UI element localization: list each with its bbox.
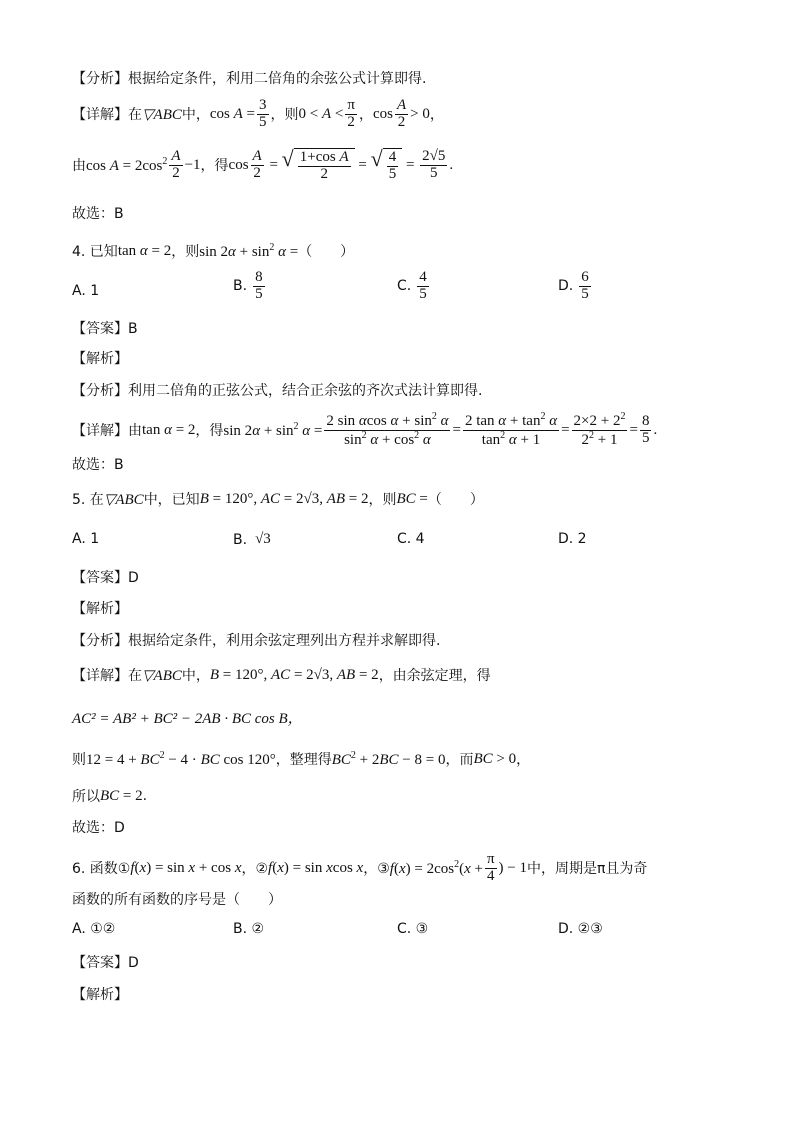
analysis-text: 【分析】根据给定条件，利用二倍角的余弦公式计算即得. — [72, 71, 427, 87]
cosine-law-equation: AC² = AB² + BC² − 2AB · BC cos B， — [72, 711, 303, 727]
detail-5-result: 所以 BC = 2 . — [72, 787, 148, 805]
question-4: 4. 已知 tan α = 2 ，则 $\sin 2\alpha + \sin^2 \alpha$ = （ ） — [72, 241, 355, 260]
question-6-cont: 函数的所有函数的序号是（ ） — [72, 892, 282, 908]
q6-option-d[interactable]: D. ②③ — [558, 921, 603, 937]
analysis-line-1 — [72, 68, 426, 88]
detail-line-2: 由 $\cos A = 2\cos^2$ $\frac{A}{2}$ −1 ，得 cos $\frac{A}{2}$ = √ $\frac{\text{1+cos A}}{2}$ = √ $\frac{4}{5}$ = $\frac{2√5}{5}$ . — [72, 146, 454, 182]
answer-4: 【答案】B — [72, 321, 138, 337]
analysis-4: 【分析】利用二倍角的正弦公式，结合正余弦的齐次式法计算即得. — [72, 383, 483, 399]
answer-6: 【答案】D — [72, 955, 139, 971]
analysis-4-heading: 【解析】 — [72, 351, 128, 367]
analysis-6-heading: 【解析】 — [72, 987, 128, 1003]
q4-option-a[interactable]: A. 1 — [72, 283, 100, 299]
q5-option-d[interactable]: D. 2 — [558, 531, 587, 547]
detail-tag: 【详解】 — [72, 107, 128, 124]
cos-a-expr: cos A = — [209, 105, 256, 122]
answer-5: 【答案】D — [72, 570, 139, 586]
question-6: 6. 函数① f(x) = sin x + cos x ，② f(x) = sin xcos x ，③ $f(x) = 2\cos^2(x$ + $\frac{\pi}{4}$ ) − 1 中，周期是π且为奇 — [72, 851, 648, 884]
analysis-5-heading: 【解析】 — [72, 601, 128, 617]
detail-5-solve: 则 $12 = 4 + BC^2 - 4$ · BC cos 120° ，整理得 $BC^2 + 2BC - 8 = 0$ ，而 BC > 0 ， — [72, 749, 531, 768]
q4-option-d[interactable]: D. $\frac{6}{5}$ — [558, 269, 589, 302]
detail-line-1: 【详解】 在 ▽ABC 中， cos A = $\frac{3}{5}$ ，则 0 < A < $\frac{\pi}{2}$ ， cos $\frac{A}{2}$ > 0 ， — [72, 97, 444, 130]
fraction-a-2: $\frac{A}{2}$ — [396, 97, 407, 130]
fraction-3-5: $\frac{3}{5}$ — [259, 97, 267, 130]
analysis-5: 【分析】根据给定条件，利用余弦定理列出方程并求解即得. — [72, 633, 441, 649]
detail-4: 【详解】 由 tan α = 2 ，得 $\sin 2\alpha + \sin^2 \alpha$ = $\frac{2 \sin \alpha\cos \alpha + \sin^2 \alpha}{\sin^2 \alpha + \cos^2 \alpha}$ = $\frac{2 \tan \alpha + \tan^2 \alpha}{\tan^2 \alpha + 1}$ = $\frac{2\times 2 + 2^2}{2^2 + 1}$ = $\frac{8}{5}$ . — [72, 411, 658, 448]
q5-option-a[interactable]: A. 1 — [72, 531, 100, 547]
detail-5: 【详解】 在 ▽ABC 中， B = 120°, AC = 2√3, AB = 2 ，由余弦定理，得 — [72, 666, 491, 684]
q5-option-b[interactable]: B. √3 — [233, 531, 271, 548]
q4-option-c[interactable]: C. $\frac{4}{5}$ — [397, 269, 427, 302]
q5-option-c[interactable]: C. 4 — [397, 531, 425, 547]
q4-option-b[interactable]: B. $\frac{8}{5}$ — [233, 269, 263, 302]
q6-option-b[interactable]: B. ② — [233, 921, 265, 937]
q6-option-a[interactable]: A. ①② — [72, 921, 116, 937]
q6-option-c[interactable]: C. ③ — [397, 921, 429, 937]
question-5: 5. 在 ▽ABC 中，已知 B = 120°, AC = 2√3, AB = 2 ，则 BC = （ ） — [72, 490, 484, 508]
choose-5: 故选：D — [72, 820, 125, 836]
fraction-pi-2: $\frac{\pi}{2}$ — [347, 97, 355, 130]
sqrt-expr: √ $\frac{\text{1+cos A}}{2}$ — [282, 148, 355, 183]
choose-line-3: 故选：B — [72, 206, 124, 222]
choose-4: 故选：B — [72, 457, 124, 473]
